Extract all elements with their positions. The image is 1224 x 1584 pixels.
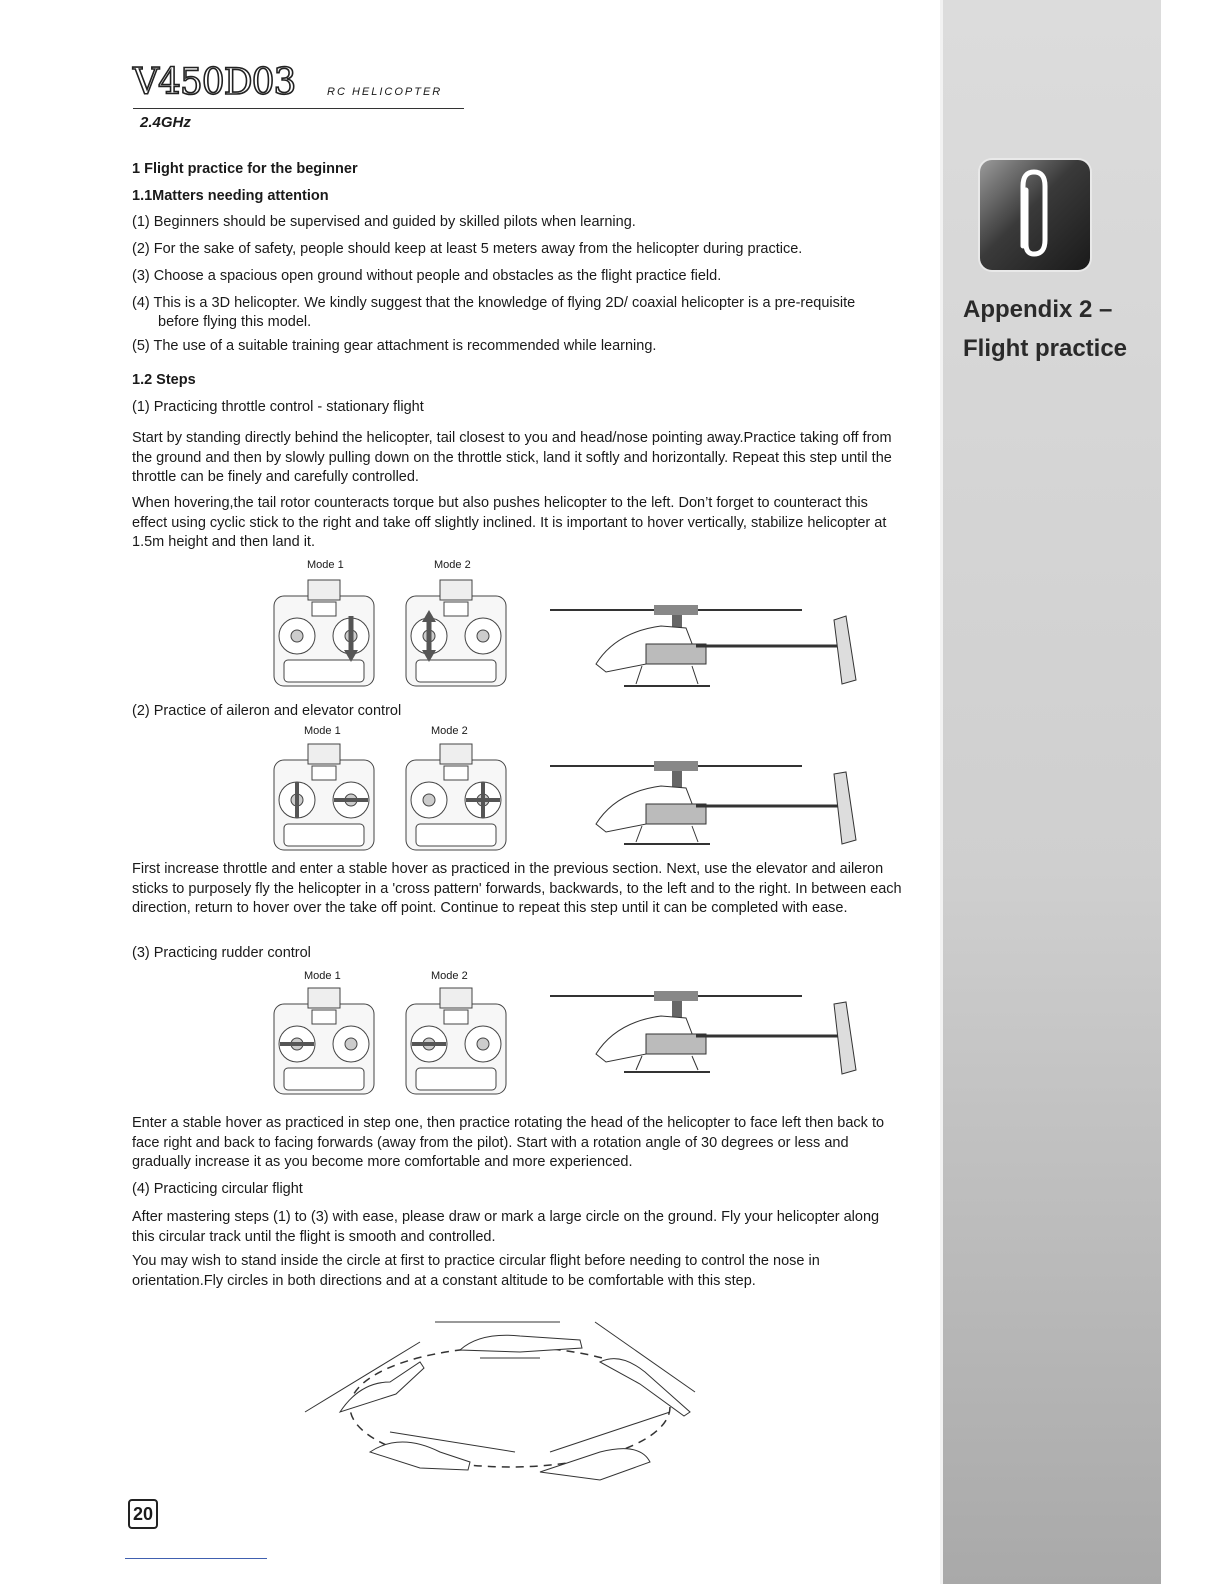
helicopter-side-view — [546, 592, 870, 696]
subsection-heading-2: 1.2 Steps — [132, 372, 196, 388]
helicopter-side-view — [546, 982, 870, 1086]
page-number: 20 — [128, 1499, 158, 1529]
list-item: (2) For the sake of safety, people should keep at least 5 meters away from the helicopter during practice. — [132, 241, 803, 257]
logo-subtitle: RC HELICOPTER — [327, 86, 443, 98]
transmitter-mode1-rudder — [270, 982, 378, 1100]
step4-paragraph-2: You may wish to stand inside the circle at first to practice circular flight before needing to control the nose in orientation.Fly circles in both directions and at a constant altitude to be comfortable with this step. — [132, 1253, 820, 1289]
helicopter-side-view — [546, 752, 870, 856]
helicopter-bottom-right — [540, 1412, 670, 1480]
helicopter-top — [435, 1322, 582, 1358]
paperclip-icon — [980, 160, 1090, 270]
step3-title: (3) Practicing rudder control — [132, 945, 311, 961]
mode1-label: Mode 1 — [304, 725, 341, 737]
appendix-line-2: Flight practice — [963, 335, 1128, 362]
step1-title: (1) Practicing throttle control - stationary flight — [132, 399, 424, 415]
appendix-badge — [980, 160, 1090, 270]
list-item: (4) This is a 3D helicopter. We kindly suggest that the knowledge of flying 2D/ coaxial helicopter is a pre-requisite — [132, 295, 856, 311]
helicopter-bottom-left — [370, 1432, 515, 1470]
footer-rule — [125, 1558, 267, 1559]
mode1-label: Mode 1 — [304, 970, 341, 982]
logo-frequency: 2.4GHz — [140, 114, 191, 131]
product-logo — [133, 62, 443, 103]
helicopter-right — [595, 1322, 695, 1416]
list-item: (1) Beginners should be supervised and guided by skilled pilots when learning. — [132, 214, 636, 230]
transmitter-mode2-cyclic — [402, 738, 510, 856]
step2-title: (2) Practice of aileron and elevator control — [132, 703, 402, 719]
logo-text: V450D03 — [133, 62, 296, 103]
helicopter-left — [305, 1342, 424, 1412]
step4-paragraph-1: After mastering steps (1) to (3) with ease, please draw or mark a large circle on the ground. Fly your helicopter along this circular track until the flight is smooth and controlled. — [132, 1209, 880, 1245]
step1-paragraph-1: Start by standing directly behind the helicopter, tail closest to you and head/nose pointing away.Practice taking off from the ground and then by slowly pulling down on the throttle stick, land it softly and horizontally. Repeat this step until the throttle can be finely and carefully controlled. — [132, 430, 892, 485]
header-divider — [133, 108, 464, 109]
list-item: (5) The use of a suitable training gear attachment is recommended while learning. — [132, 338, 657, 354]
step4-title: (4) Practicing circular flight — [132, 1181, 303, 1197]
mode1-label: Mode 1 — [307, 559, 344, 571]
step3-paragraph: Enter a stable hover as practiced in step one, then practice rotating the head of the helicopter to face left then back to face right and back to facing forwards (away from the pilot). Start with a rotation angle of 30 degrees or less and gradually increase it as you become more comfortable and more experienced. — [132, 1115, 885, 1170]
step1-paragraph-2: When hovering,the tail rotor counteracts torque but also pushes helicopter to the left. Don’t forget to counteract this effect using cyclic stick to the right and take off slightly inclined. It is important to hover vertically, stabilize helicopter at 1.5m height and then land it. — [132, 495, 887, 550]
list-item-continuation: before flying this model. — [158, 314, 312, 330]
mode2-label: Mode 2 — [431, 970, 468, 982]
step2-paragraph: First increase throttle and enter a stable hover as practiced in the previous section. Next, use the elevator and aileron sticks to purposely fly the helicopter in a 'cross pattern' forwards, backwards, to the left and to the right. In between each direction, return to hover over the take off point. Continue to repeat this step until it can be completed with ease. — [132, 861, 902, 916]
transmitter-mode2-throttle — [402, 574, 510, 692]
appendix-line-1: Appendix 2 – — [963, 296, 1113, 323]
transmitter-mode1-cyclic — [270, 738, 378, 856]
section-heading: 1 Flight practice for the beginner — [132, 161, 358, 177]
appendix-title — [963, 290, 1143, 368]
transmitter-mode1-throttle — [270, 574, 378, 692]
mode2-label: Mode 2 — [434, 559, 471, 571]
circular-flight-diagram — [300, 1312, 720, 1502]
subsection-heading-1: 1.1Matters needing attention — [132, 188, 329, 204]
mode2-label: Mode 2 — [431, 725, 468, 737]
transmitter-mode2-rudder — [402, 982, 510, 1100]
list-item: (3) Choose a spacious open ground without people and obstacles as the flight practice field. — [132, 268, 722, 284]
